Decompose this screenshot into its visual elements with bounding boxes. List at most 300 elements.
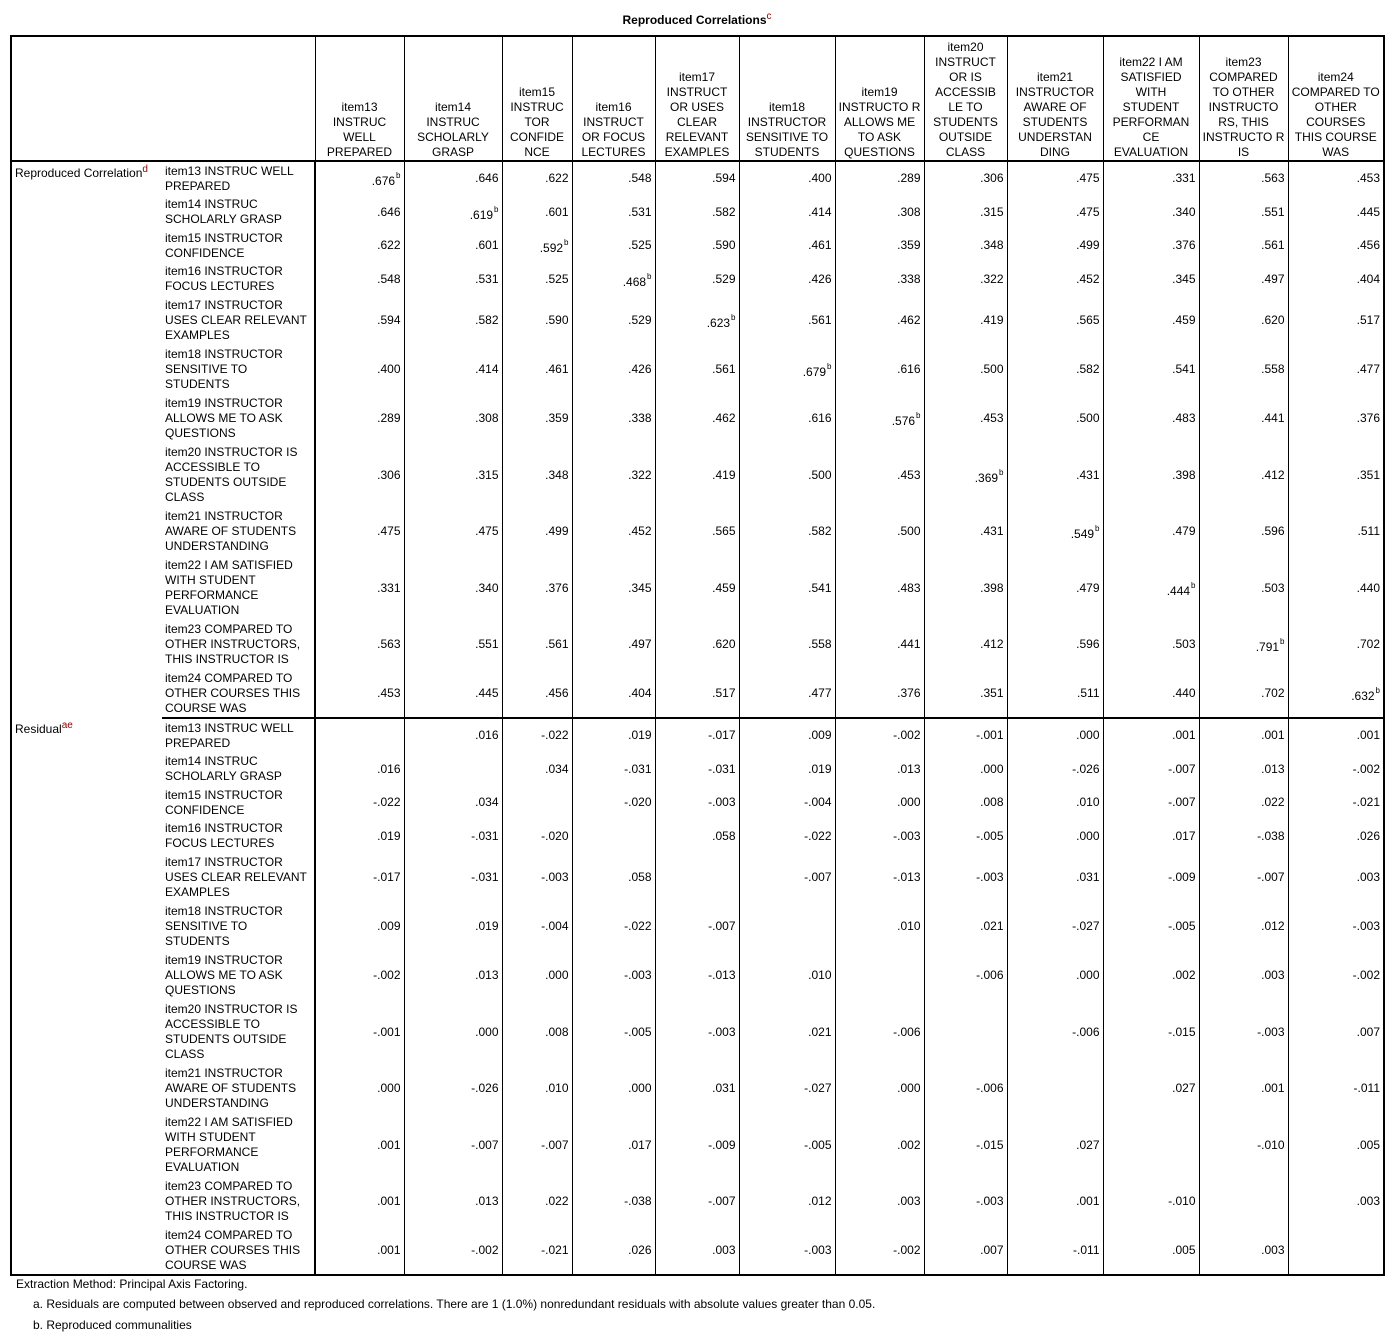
value-cell: .005 (1103, 1226, 1199, 1275)
value-cell: .499 (502, 507, 572, 556)
value-cell: .616 (739, 394, 835, 443)
value-cell: -.031 (655, 752, 739, 786)
value-cell: .376 (502, 556, 572, 620)
value-cell: -.026 (1007, 752, 1103, 786)
value-cell: .620 (655, 620, 739, 669)
value-cell: .622 (502, 161, 572, 195)
value-cell: .034 (502, 752, 572, 786)
value-cell: .289 (315, 394, 404, 443)
value-cell: .359 (835, 229, 924, 262)
value-cell: .002 (1103, 951, 1199, 1000)
table-row (11, 394, 1384, 443)
value-cell: .459 (1103, 296, 1199, 345)
value-cell: .012 (739, 1177, 835, 1226)
table-row (11, 620, 1384, 669)
value-cell: -.006 (924, 951, 1007, 1000)
value-cell: -.031 (572, 752, 655, 786)
value-cell: .702 (1199, 669, 1288, 718)
communality-footnote-marker: b (1375, 685, 1380, 695)
communality-footnote-marker: b (827, 362, 832, 371)
value-cell: -.011 (1288, 1064, 1384, 1113)
table-row (11, 1000, 1384, 1064)
value-cell (1103, 1113, 1199, 1177)
value-cell (315, 718, 404, 752)
value-cell: .497 (1199, 262, 1288, 296)
row-label: item23 COMPARED TO OTHER INSTRUCTORS, THIS INSTRUCTOR IS (165, 1179, 301, 1223)
row-label: item17 INSTRUCTOR USES CLEAR RELEVANT EXAMPLES (165, 298, 307, 342)
value-cell: .525 (502, 262, 572, 296)
column-header: item22 I AM SATISFIED WITH STUDENT PERFORMAN CE EVALUATION (1103, 36, 1199, 161)
value-cell: .308 (404, 394, 502, 443)
value-cell: .619$^b$ (404, 195, 502, 229)
row-label: item14 INSTRUC SCHOLARLY GRASP (165, 197, 282, 226)
value-cell: .453 (1288, 161, 1384, 195)
value-cell: .034 (404, 786, 502, 819)
value-cell: .013 (404, 1177, 502, 1226)
value-cell: -.001 (315, 1000, 404, 1064)
table-row (11, 853, 1384, 902)
value-cell: .009 (315, 902, 404, 951)
value-cell: .376 (1288, 394, 1384, 443)
row-label: item22 I AM SATISFIED WITH STUDENT PERFORMANCE EVALUATION (165, 558, 293, 617)
value-cell: .026 (1288, 819, 1384, 853)
value-cell: -.006 (924, 1064, 1007, 1113)
value-cell: .548 (572, 161, 655, 195)
row-label: item20 INSTRUCTOR IS ACCESSIBLE TO STUDENTS OUTSIDE CLASS (165, 445, 298, 504)
value-cell: .582 (739, 507, 835, 556)
value-cell: .017 (1103, 819, 1199, 853)
value-cell: .001 (1288, 718, 1384, 752)
column-header: item18 INSTRUCTOR SENSITIVE TO STUDENTS (739, 36, 835, 161)
value-cell: .479 (1103, 507, 1199, 556)
value-cell: .000 (1007, 718, 1103, 752)
row-label: item24 COMPARED TO OTHER COURSES THIS COURSE WAS (162, 669, 315, 718)
value-cell: -.022 (315, 786, 404, 819)
value-cell: .646 (404, 161, 502, 195)
value-cell: -.007 (655, 902, 739, 951)
value-cell: .021 (739, 1000, 835, 1064)
row-label: item13 INSTRUC WELL PREPARED (165, 163, 294, 193)
value-cell: -.022 (572, 902, 655, 951)
value-cell: .531 (404, 262, 502, 296)
column-header: item15 INSTRUC TOR CONFIDE NCE (502, 36, 572, 161)
value-cell: .000 (502, 951, 572, 1000)
table-row (11, 229, 1384, 262)
value-cell: .003 (1288, 853, 1384, 902)
value-cell: .001 (1103, 718, 1199, 752)
value-cell: .582 (655, 195, 739, 229)
value-cell: .565 (655, 507, 739, 556)
value-cell: .592$^b$ (502, 229, 572, 262)
section-footnote-marker: d (142, 164, 148, 175)
value-cell: .010 (1007, 786, 1103, 819)
title-footnote-marker: c (766, 11, 772, 22)
value-cell: -.020 (502, 819, 572, 853)
value-cell: .000 (315, 1064, 404, 1113)
value-cell (1199, 1177, 1288, 1226)
row-label: item21 INSTRUCTOR AWARE OF STUDENTS UNDERSTANDING (165, 509, 297, 553)
value-cell: .022 (502, 1177, 572, 1226)
value-cell: .000 (572, 1064, 655, 1113)
value-cell: .000 (835, 786, 924, 819)
row-label: item15 INSTRUCTOR CONFIDENCE (165, 230, 283, 260)
value-cell: .477 (739, 669, 835, 718)
value-cell: .001 (315, 1226, 404, 1275)
value-cell: .468$^b$ (572, 262, 655, 296)
value-cell: .525 (572, 229, 655, 262)
table-row (11, 1113, 1384, 1177)
value-cell: -.022 (502, 718, 572, 752)
value-cell: -.026 (404, 1064, 502, 1113)
row-label: item19 INSTRUCTOR ALLOWS ME TO ASK QUESTIONS (165, 953, 283, 997)
value-cell: .431 (924, 507, 1007, 556)
value-cell: .445 (404, 669, 502, 718)
value-cell: .010 (502, 1064, 572, 1113)
value-cell: .289 (835, 161, 924, 195)
value-cell: .000 (1007, 951, 1103, 1000)
value-cell: -.001 (924, 718, 1007, 752)
value-cell: -.004 (739, 786, 835, 819)
value-cell: .019 (739, 752, 835, 786)
value-cell: .359 (502, 394, 572, 443)
value-cell: .348 (502, 443, 572, 507)
value-cell: .646 (315, 195, 404, 229)
value-cell: -.006 (1007, 1000, 1103, 1064)
table-row (11, 507, 1384, 556)
value-cell: .426 (739, 262, 835, 296)
value-cell: .541 (1103, 345, 1199, 394)
value-cell (1007, 1064, 1103, 1113)
value-cell: .594 (655, 161, 739, 195)
column-header: item24 COMPARED TO OTHER COURSES THIS COURSE WAS (1288, 36, 1384, 161)
column-header: item17 INSTRUCT OR USES CLEAR RELEVANT EXAMPLES (655, 36, 739, 161)
value-cell: .058 (572, 853, 655, 902)
value-cell: -.003 (835, 819, 924, 853)
value-cell: .308 (835, 195, 924, 229)
communality-footnote-marker: b (396, 171, 401, 180)
value-cell: .499 (1007, 229, 1103, 262)
table-row (11, 669, 1384, 718)
value-cell: -.006 (835, 1000, 924, 1064)
value-cell: -.038 (572, 1177, 655, 1226)
table-row (11, 1226, 1384, 1275)
value-cell: .001 (1199, 1064, 1288, 1113)
row-label: item15 INSTRUCTOR CONFIDENCE (165, 787, 283, 817)
value-cell: -.003 (924, 1177, 1007, 1226)
table-row (11, 752, 1384, 786)
value-cell: .306 (315, 443, 404, 507)
value-cell: .565 (1007, 296, 1103, 345)
value-cell: .009 (739, 718, 835, 752)
value-cell: .022 (1199, 786, 1288, 819)
footnote-b: b. Reproduced communalities (33, 1318, 192, 1332)
row-label: item16 INSTRUCTOR FOCUS LECTURES (165, 264, 283, 293)
row-label: item21 INSTRUCTOR AWARE OF STUDENTS UNDERSTANDING (165, 1066, 297, 1110)
value-cell: -.020 (572, 786, 655, 819)
value-cell: .441 (835, 620, 924, 669)
table-row (11, 296, 1384, 345)
value-cell (739, 902, 835, 951)
value-cell: .679$^b$ (739, 345, 835, 394)
value-cell: -.010 (1199, 1113, 1288, 1177)
value-cell: -.007 (1103, 786, 1199, 819)
column-header: item21 INSTRUCTOR AWARE OF STUDENTS UNDERSTAN DING (1007, 36, 1103, 161)
value-cell: .479 (1007, 556, 1103, 620)
row-label: item18 INSTRUCTOR SENSITIVE TO STUDENTS (165, 347, 283, 391)
value-cell: .444$^b$ (1103, 556, 1199, 620)
table-row (11, 556, 1384, 620)
column-header: item19 INSTRUCTO R ALLOWS ME TO ASK QUESTIONS (835, 36, 924, 161)
value-cell: .475 (1007, 161, 1103, 195)
value-cell: -.007 (1199, 853, 1288, 902)
row-label: item16 INSTRUCTOR FOCUS LECTURES (165, 821, 283, 850)
value-cell: -.007 (502, 1113, 572, 1177)
column-header: item14 INSTRUC SCHOLARLY GRASP (404, 36, 502, 161)
value-cell: .003 (1288, 1177, 1384, 1226)
value-cell: .340 (1103, 195, 1199, 229)
value-cell: .003 (1199, 1226, 1288, 1275)
value-cell: -.003 (739, 1226, 835, 1275)
value-cell: .419 (924, 296, 1007, 345)
value-cell: -.013 (655, 951, 739, 1000)
value-cell: .010 (739, 951, 835, 1000)
value-cell: -.011 (1007, 1226, 1103, 1275)
value-cell: -.007 (739, 853, 835, 902)
value-cell: .440 (1288, 556, 1384, 620)
value-cell: .400 (315, 345, 404, 394)
value-cell: .012 (1199, 902, 1288, 951)
value-cell: .500 (739, 443, 835, 507)
header-corner (11, 36, 315, 161)
value-cell: .623$^b$ (655, 296, 739, 345)
value-cell: .000 (1007, 819, 1103, 853)
value-cell: .551 (1199, 195, 1288, 229)
value-cell: .461 (502, 345, 572, 394)
value-cell: .002 (835, 1113, 924, 1177)
value-cell: .315 (924, 195, 1007, 229)
row-label: item18 INSTRUCTOR SENSITIVE TO STUDENTS (165, 904, 283, 948)
value-cell (404, 752, 502, 786)
value-cell: .511 (1007, 669, 1103, 718)
value-cell: .414 (739, 195, 835, 229)
value-cell: .561 (502, 620, 572, 669)
value-cell: .453 (924, 394, 1007, 443)
value-cell: .016 (404, 718, 502, 752)
value-cell: .477 (1288, 345, 1384, 394)
value-cell: -.003 (924, 853, 1007, 902)
value-cell: .013 (404, 951, 502, 1000)
value-cell: .008 (502, 1000, 572, 1064)
value-cell: -.027 (1007, 902, 1103, 951)
table-row (11, 345, 1384, 394)
value-cell: .019 (404, 902, 502, 951)
value-cell: .021 (924, 902, 1007, 951)
value-cell: -.010 (1103, 1177, 1199, 1226)
table-row (11, 161, 1384, 195)
communality-footnote-marker: b (999, 467, 1004, 477)
value-cell: -.003 (502, 853, 572, 902)
table-row (11, 786, 1384, 819)
value-cell: .529 (572, 296, 655, 345)
value-cell: .702 (1288, 620, 1384, 669)
row-label: item19 INSTRUCTOR ALLOWS ME TO ASK QUESTIONS (165, 396, 283, 440)
value-cell: .511 (1288, 507, 1384, 556)
value-cell: .027 (1103, 1064, 1199, 1113)
table-row (11, 262, 1384, 296)
value-cell: .414 (404, 345, 502, 394)
value-cell: .452 (572, 507, 655, 556)
value-cell: -.031 (404, 819, 502, 853)
value-cell: .531 (572, 195, 655, 229)
communality-footnote-marker: b (1095, 524, 1100, 533)
value-cell: .500 (1007, 394, 1103, 443)
column-header: item20 INSTRUCT OR IS ACCESSIB LE TO STUDENTS OUTSIDE CLASS (924, 36, 1007, 161)
value-cell: .000 (404, 1000, 502, 1064)
value-cell: .529 (655, 262, 739, 296)
row-label: item20 INSTRUCTOR IS ACCESSIBLE TO STUDENTS OUTSIDE CLASS (165, 1002, 298, 1061)
value-cell: .031 (655, 1064, 739, 1113)
value-cell: .016 (315, 752, 404, 786)
value-cell: .622 (315, 229, 404, 262)
table-title: Reproduced Correlations$^c$ (622, 11, 772, 27)
value-cell: -.005 (1103, 902, 1199, 951)
value-cell: .001 (315, 1113, 404, 1177)
value-cell (1288, 1226, 1384, 1275)
value-cell: .676$^b$ (315, 161, 404, 195)
column-header: item13 INSTRUC WELL PREPARED (315, 36, 404, 161)
value-cell: -.004 (502, 902, 572, 951)
value-cell: .576$^b$ (835, 394, 924, 443)
communality-footnote-marker: b (1191, 580, 1196, 590)
value-cell (572, 819, 655, 853)
value-cell: -.002 (835, 1226, 924, 1275)
row-label: item22 I AM SATISFIED WITH STUDENT PERFORMANCE EVALUATION (165, 1115, 293, 1174)
value-cell: .338 (572, 394, 655, 443)
value-cell: .306 (924, 161, 1007, 195)
value-cell: -.009 (1103, 853, 1199, 902)
table-row (11, 819, 1384, 853)
value-cell: .558 (1199, 345, 1288, 394)
value-cell: -.007 (404, 1113, 502, 1177)
value-cell: -.017 (655, 718, 739, 752)
value-cell: .548 (315, 262, 404, 296)
value-cell: .000 (924, 752, 1007, 786)
communality-footnote-marker: b (731, 313, 736, 322)
value-cell: .483 (835, 556, 924, 620)
value-cell: -.027 (739, 1064, 835, 1113)
footnote-a: a. Residuals are computed between observed and reproduced correlations. There are 1 (1.0%) nonredundant residuals with absolute values greater than 0.05. (33, 1297, 876, 1311)
value-cell: .315 (404, 443, 502, 507)
value-cell: .001 (1007, 1177, 1103, 1226)
value-cell: .003 (655, 1226, 739, 1275)
value-cell: .348 (924, 229, 1007, 262)
value-cell: -.038 (1199, 819, 1288, 853)
value-cell: .005 (1288, 1113, 1384, 1177)
value-cell: -.003 (655, 1000, 739, 1064)
reproduced-correlations-table (10, 35, 1385, 1276)
value-cell: .549$^b$ (1007, 507, 1103, 556)
value-cell: .007 (1288, 1000, 1384, 1064)
table-row (11, 1064, 1384, 1113)
value-cell: .331 (1103, 161, 1199, 195)
value-cell: .590 (655, 229, 739, 262)
value-cell: .500 (835, 507, 924, 556)
value-cell: .351 (1288, 443, 1384, 507)
value-cell: -.002 (835, 718, 924, 752)
value-cell: .456 (502, 669, 572, 718)
value-cell: .497 (572, 620, 655, 669)
value-cell: -.003 (572, 951, 655, 1000)
value-cell: -.002 (315, 951, 404, 1000)
value-cell: .001 (1199, 718, 1288, 752)
table-row (11, 195, 1384, 229)
value-cell: -.003 (1288, 902, 1384, 951)
table-row (11, 443, 1384, 507)
value-cell: .058 (655, 819, 739, 853)
value-cell: .594 (315, 296, 404, 345)
value-cell: -.022 (739, 819, 835, 853)
value-cell: -.005 (924, 819, 1007, 853)
section-label: Residual$^{ae}$ (15, 720, 73, 736)
section-footnote-marker: e (67, 720, 73, 731)
value-cell: .459 (655, 556, 739, 620)
value-cell: .351 (924, 669, 1007, 718)
value-cell (655, 853, 739, 902)
value-cell: .500 (924, 345, 1007, 394)
value-cell: .441 (1199, 394, 1288, 443)
value-cell: .582 (404, 296, 502, 345)
value-cell: .503 (1199, 556, 1288, 620)
value-cell: .563 (1199, 161, 1288, 195)
value-cell: .517 (655, 669, 739, 718)
value-cell: .475 (315, 507, 404, 556)
value-cell: .003 (835, 1177, 924, 1226)
value-cell: .008 (924, 786, 1007, 819)
value-cell: .412 (1199, 443, 1288, 507)
value-cell: .601 (404, 229, 502, 262)
value-cell: .010 (835, 902, 924, 951)
value-cell: .398 (1103, 443, 1199, 507)
value-cell: -.007 (1103, 752, 1199, 786)
value-cell: .000 (835, 1064, 924, 1113)
value-cell: .017 (572, 1113, 655, 1177)
value-cell: .426 (572, 345, 655, 394)
value-cell: -.002 (1288, 951, 1384, 1000)
value-cell: -.031 (404, 853, 502, 902)
value-cell: -.021 (1288, 786, 1384, 819)
value-cell: .345 (572, 556, 655, 620)
value-cell (502, 786, 572, 819)
table-row (11, 951, 1384, 1000)
value-cell: .475 (404, 507, 502, 556)
row-label: item13 INSTRUC WELL PREPARED (165, 720, 294, 750)
communality-footnote-marker: b (1280, 637, 1285, 646)
value-cell: .007 (924, 1226, 1007, 1275)
value-cell: .003 (1199, 951, 1288, 1000)
value-cell (835, 951, 924, 1000)
value-cell: -.003 (1199, 1000, 1288, 1064)
value-cell: .596 (1199, 507, 1288, 556)
column-header: item16 INSTRUCT OR FOCUS LECTURES (572, 36, 655, 161)
value-cell: .345 (1103, 262, 1199, 296)
section-footnote-marker: a (61, 720, 68, 731)
value-cell: .503 (1103, 620, 1199, 669)
extraction-method-note: Extraction Method: Principal Axis Factoring. (16, 1277, 248, 1291)
value-cell: -.015 (924, 1113, 1007, 1177)
row-label: item14 INSTRUC SCHOLARLY GRASP (165, 754, 282, 783)
value-cell: .013 (1199, 752, 1288, 786)
value-cell: .582 (1007, 345, 1103, 394)
